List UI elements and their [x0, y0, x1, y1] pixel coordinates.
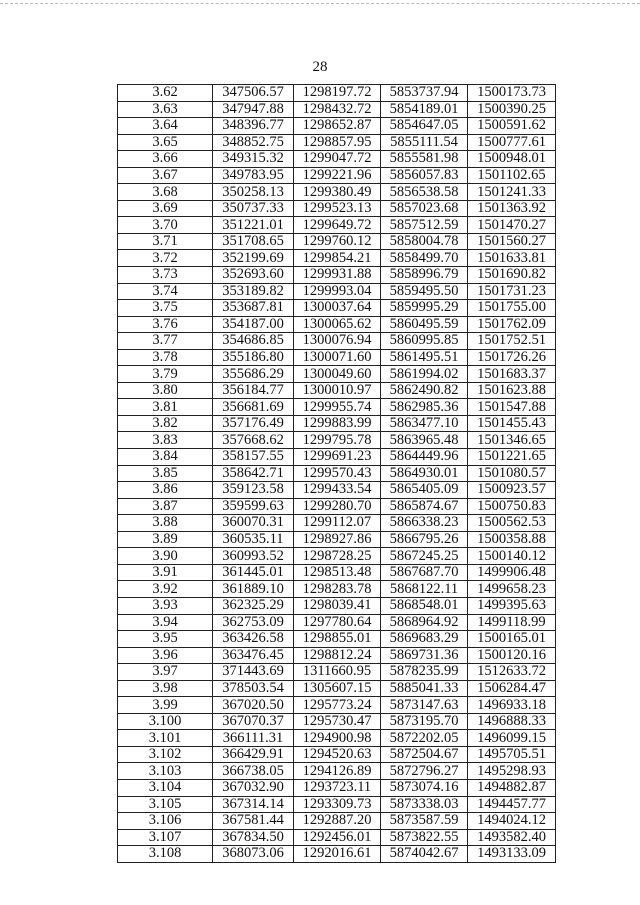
x2-coord-cell: 5857512.59 [381, 217, 468, 234]
point-id-cell: 3.84 [118, 449, 213, 466]
y2-coord-cell: 1501633.81 [468, 250, 556, 267]
point-id-cell: 3.76 [118, 316, 213, 333]
x2-coord-cell: 5867687.70 [381, 564, 468, 581]
y-coord-cell: 1299047.72 [294, 151, 381, 168]
point-id-cell: 3.94 [118, 614, 213, 631]
y-coord-cell: 1300049.60 [294, 366, 381, 383]
y-coord-cell: 1299795.78 [294, 432, 381, 449]
point-id-cell: 3.79 [118, 366, 213, 383]
y-coord-cell: 1299883.99 [294, 415, 381, 432]
x-coord-cell: 356681.69 [213, 399, 294, 416]
page-number: 28 [312, 59, 328, 75]
x-coord-cell: 359123.58 [213, 482, 294, 499]
x-coord-cell: 357668.62 [213, 432, 294, 449]
x2-coord-cell: 5872504.67 [381, 746, 468, 763]
x2-coord-cell: 5858499.70 [381, 250, 468, 267]
y2-coord-cell: 1501241.33 [468, 184, 556, 201]
table-row [118, 498, 556, 515]
y-coord-cell: 1294126.89 [294, 763, 381, 780]
y2-coord-cell: 1501102.65 [468, 167, 556, 184]
y-coord-cell: 1299280.70 [294, 498, 381, 515]
y-coord-cell: 1305607.15 [294, 680, 381, 697]
x2-coord-cell: 5858004.78 [381, 233, 468, 250]
y-coord-cell: 1292887.20 [294, 813, 381, 830]
table-row [118, 118, 556, 135]
point-id-cell: 3.69 [118, 200, 213, 217]
x2-coord-cell: 5853737.94 [381, 85, 468, 102]
x-coord-cell: 367032.90 [213, 779, 294, 796]
x-coord-cell: 378503.54 [213, 680, 294, 697]
point-id-cell: 3.89 [118, 531, 213, 548]
coordinates-table [117, 84, 556, 863]
table-row [118, 515, 556, 532]
y2-coord-cell: 1501755.00 [468, 300, 556, 317]
x2-coord-cell: 5865874.67 [381, 498, 468, 515]
x2-coord-cell: 5858996.79 [381, 267, 468, 284]
point-id-cell: 3.105 [118, 796, 213, 813]
y-coord-cell: 1299112.07 [294, 515, 381, 532]
table-row [118, 250, 556, 267]
point-id-cell: 3.82 [118, 415, 213, 432]
x2-coord-cell: 5873587.59 [381, 813, 468, 830]
y2-coord-cell: 1501080.57 [468, 465, 556, 482]
x-coord-cell: 354686.85 [213, 333, 294, 350]
y2-coord-cell: 1501470.27 [468, 217, 556, 234]
y-coord-cell: 1299433.54 [294, 482, 381, 499]
x2-coord-cell: 5855111.54 [381, 134, 468, 151]
y2-coord-cell: 1493582.40 [468, 829, 556, 846]
y2-coord-cell: 1495298.93 [468, 763, 556, 780]
y-coord-cell: 1300071.60 [294, 349, 381, 366]
table-row [118, 581, 556, 598]
point-id-cell: 3.63 [118, 101, 213, 118]
y2-coord-cell: 1501752.51 [468, 333, 556, 350]
y2-coord-cell: 1500750.83 [468, 498, 556, 515]
x2-coord-cell: 5872202.05 [381, 730, 468, 747]
y2-coord-cell: 1499395.63 [468, 597, 556, 614]
table-row [118, 763, 556, 780]
y-coord-cell: 1293309.73 [294, 796, 381, 813]
point-id-cell: 3.86 [118, 482, 213, 499]
y2-coord-cell: 1496099.15 [468, 730, 556, 747]
x2-coord-cell: 5874042.67 [381, 846, 468, 863]
point-id-cell: 3.85 [118, 465, 213, 482]
y2-coord-cell: 1494882.87 [468, 779, 556, 796]
point-id-cell: 3.77 [118, 333, 213, 350]
y2-coord-cell: 1501455.43 [468, 415, 556, 432]
table-row [118, 333, 556, 350]
x2-coord-cell: 5863965.48 [381, 432, 468, 449]
point-id-cell: 3.71 [118, 233, 213, 250]
y-coord-cell: 1297780.64 [294, 614, 381, 631]
table-row [118, 631, 556, 648]
x2-coord-cell: 5868548.01 [381, 597, 468, 614]
x-coord-cell: 347506.57 [213, 85, 294, 102]
x2-coord-cell: 5861994.02 [381, 366, 468, 383]
x-coord-cell: 367314.14 [213, 796, 294, 813]
y2-coord-cell: 1496888.33 [468, 713, 556, 730]
y2-coord-cell: 1501690.82 [468, 267, 556, 284]
x2-coord-cell: 5861495.51 [381, 349, 468, 366]
y-coord-cell: 1293723.11 [294, 779, 381, 796]
x-coord-cell: 349315.32 [213, 151, 294, 168]
x-coord-cell: 360070.31 [213, 515, 294, 532]
x-coord-cell: 367020.50 [213, 697, 294, 714]
table-row [118, 101, 556, 118]
x2-coord-cell: 5867245.25 [381, 548, 468, 565]
y-coord-cell: 1298855.01 [294, 631, 381, 648]
x2-coord-cell: 5866795.26 [381, 531, 468, 548]
x2-coord-cell: 5872796.27 [381, 763, 468, 780]
x-coord-cell: 366738.05 [213, 763, 294, 780]
x-coord-cell: 363426.58 [213, 631, 294, 648]
table-row [118, 151, 556, 168]
x-coord-cell: 360535.11 [213, 531, 294, 548]
x2-coord-cell: 5863477.10 [381, 415, 468, 432]
table-row [118, 647, 556, 664]
y-coord-cell: 1299380.49 [294, 184, 381, 201]
x-coord-cell: 368073.06 [213, 846, 294, 863]
x2-coord-cell: 5856057.83 [381, 167, 468, 184]
x2-coord-cell: 5873074.16 [381, 779, 468, 796]
table-row [118, 713, 556, 730]
y-coord-cell: 1299523.13 [294, 200, 381, 217]
x-coord-cell: 363476.45 [213, 647, 294, 664]
x2-coord-cell: 5885041.33 [381, 680, 468, 697]
table-row [118, 597, 556, 614]
table-row [118, 399, 556, 416]
point-id-cell: 3.75 [118, 300, 213, 317]
y2-coord-cell: 1501623.88 [468, 382, 556, 399]
y-coord-cell: 1300037.64 [294, 300, 381, 317]
y-coord-cell: 1298812.24 [294, 647, 381, 664]
x2-coord-cell: 5873822.55 [381, 829, 468, 846]
x-coord-cell: 351221.01 [213, 217, 294, 234]
y2-coord-cell: 1501560.27 [468, 233, 556, 250]
table-row [118, 813, 556, 830]
y2-coord-cell: 1501346.65 [468, 432, 556, 449]
x2-coord-cell: 5866338.23 [381, 515, 468, 532]
y-coord-cell: 1299760.12 [294, 233, 381, 250]
y2-coord-cell: 1500777.61 [468, 134, 556, 151]
table-row [118, 134, 556, 151]
point-id-cell: 3.108 [118, 846, 213, 863]
x2-coord-cell: 5873338.03 [381, 796, 468, 813]
table-row [118, 85, 556, 102]
x-coord-cell: 366429.91 [213, 746, 294, 763]
x2-coord-cell: 5854647.05 [381, 118, 468, 135]
table-row [118, 796, 556, 813]
point-id-cell: 3.92 [118, 581, 213, 598]
y-coord-cell: 1295773.24 [294, 697, 381, 714]
table-row [118, 300, 556, 317]
x-coord-cell: 350258.13 [213, 184, 294, 201]
y2-coord-cell: 1501731.23 [468, 283, 556, 300]
y2-coord-cell: 1499906.48 [468, 564, 556, 581]
point-id-cell: 3.73 [118, 267, 213, 284]
point-id-cell: 3.67 [118, 167, 213, 184]
y-coord-cell: 1294900.98 [294, 730, 381, 747]
x2-coord-cell: 5855581.98 [381, 151, 468, 168]
point-id-cell: 3.66 [118, 151, 213, 168]
y2-coord-cell: 1501726.26 [468, 349, 556, 366]
x2-coord-cell: 5864930.01 [381, 465, 468, 482]
table-row [118, 746, 556, 763]
point-id-cell: 3.102 [118, 746, 213, 763]
y-coord-cell: 1299955.74 [294, 399, 381, 416]
x2-coord-cell: 5868964.92 [381, 614, 468, 631]
point-id-cell: 3.88 [118, 515, 213, 532]
point-id-cell: 3.70 [118, 217, 213, 234]
point-id-cell: 3.72 [118, 250, 213, 267]
table-row [118, 283, 556, 300]
x-coord-cell: 367834.50 [213, 829, 294, 846]
y-coord-cell: 1298197.72 [294, 85, 381, 102]
point-id-cell: 3.93 [118, 597, 213, 614]
table-body [118, 85, 556, 863]
y2-coord-cell: 1500948.01 [468, 151, 556, 168]
table-row [118, 531, 556, 548]
point-id-cell: 3.81 [118, 399, 213, 416]
point-id-cell: 3.90 [118, 548, 213, 565]
x2-coord-cell: 5873147.63 [381, 697, 468, 714]
y2-coord-cell: 1494024.12 [468, 813, 556, 830]
x-coord-cell: 352693.60 [213, 267, 294, 284]
y-coord-cell: 1298927.86 [294, 531, 381, 548]
point-id-cell: 3.68 [118, 184, 213, 201]
y2-coord-cell: 1500923.57 [468, 482, 556, 499]
point-id-cell: 3.98 [118, 680, 213, 697]
x-coord-cell: 357176.49 [213, 415, 294, 432]
x-coord-cell: 360993.52 [213, 548, 294, 565]
x-coord-cell: 361889.10 [213, 581, 294, 598]
x2-coord-cell: 5859995.29 [381, 300, 468, 317]
x2-coord-cell: 5856538.58 [381, 184, 468, 201]
point-id-cell: 3.104 [118, 779, 213, 796]
x2-coord-cell: 5859495.50 [381, 283, 468, 300]
y2-coord-cell: 1496933.18 [468, 697, 556, 714]
x2-coord-cell: 5869683.29 [381, 631, 468, 648]
point-id-cell: 3.64 [118, 118, 213, 135]
y-coord-cell: 1298652.87 [294, 118, 381, 135]
y2-coord-cell: 1500165.01 [468, 631, 556, 648]
table-row [118, 548, 556, 565]
y-coord-cell: 1292016.61 [294, 846, 381, 863]
y2-coord-cell: 1495705.51 [468, 746, 556, 763]
x2-coord-cell: 5857023.68 [381, 200, 468, 217]
y2-coord-cell: 1500591.62 [468, 118, 556, 135]
x-coord-cell: 362753.09 [213, 614, 294, 631]
y-coord-cell: 1294520.63 [294, 746, 381, 763]
x-coord-cell: 347947.88 [213, 101, 294, 118]
x-coord-cell: 352199.69 [213, 250, 294, 267]
x-coord-cell: 362325.29 [213, 597, 294, 614]
y2-coord-cell: 1494457.77 [468, 796, 556, 813]
point-id-cell: 3.87 [118, 498, 213, 515]
x2-coord-cell: 5873195.70 [381, 713, 468, 730]
table-row [118, 465, 556, 482]
table-row [118, 316, 556, 333]
x-coord-cell: 358157.55 [213, 449, 294, 466]
y2-coord-cell: 1501683.37 [468, 366, 556, 383]
x2-coord-cell: 5862985.36 [381, 399, 468, 416]
point-id-cell: 3.96 [118, 647, 213, 664]
point-id-cell: 3.95 [118, 631, 213, 648]
point-id-cell: 3.99 [118, 697, 213, 714]
y2-coord-cell: 1506284.47 [468, 680, 556, 697]
table-row [118, 680, 556, 697]
y-coord-cell: 1298039.41 [294, 597, 381, 614]
point-id-cell: 3.107 [118, 829, 213, 846]
x-coord-cell: 353189.82 [213, 283, 294, 300]
table-row [118, 267, 556, 284]
table-row [118, 564, 556, 581]
y-coord-cell: 1300010.97 [294, 382, 381, 399]
table-row [118, 415, 556, 432]
point-id-cell: 3.80 [118, 382, 213, 399]
x-coord-cell: 367070.37 [213, 713, 294, 730]
x-coord-cell: 366111.31 [213, 730, 294, 747]
page-top-edge [0, 3, 640, 4]
y2-coord-cell: 1500120.16 [468, 647, 556, 664]
table-row [118, 382, 556, 399]
table-row [118, 829, 556, 846]
table-row [118, 730, 556, 747]
x2-coord-cell: 5865405.09 [381, 482, 468, 499]
point-id-cell: 3.100 [118, 713, 213, 730]
y-coord-cell: 1311660.95 [294, 664, 381, 681]
x-coord-cell: 367581.44 [213, 813, 294, 830]
table-row [118, 200, 556, 217]
table-row [118, 614, 556, 631]
y2-coord-cell: 1493133.09 [468, 846, 556, 863]
x-coord-cell: 348396.77 [213, 118, 294, 135]
y2-coord-cell: 1500390.25 [468, 101, 556, 118]
y-coord-cell: 1298432.72 [294, 101, 381, 118]
table-row [118, 697, 556, 714]
point-id-cell: 3.74 [118, 283, 213, 300]
x-coord-cell: 359599.63 [213, 498, 294, 515]
y-coord-cell: 1292456.01 [294, 829, 381, 846]
point-id-cell: 3.106 [118, 813, 213, 830]
x-coord-cell: 358642.71 [213, 465, 294, 482]
y-coord-cell: 1298513.48 [294, 564, 381, 581]
x2-coord-cell: 5862490.82 [381, 382, 468, 399]
x-coord-cell: 350737.33 [213, 200, 294, 217]
x-coord-cell: 348852.75 [213, 134, 294, 151]
y2-coord-cell: 1501363.92 [468, 200, 556, 217]
y2-coord-cell: 1500173.73 [468, 85, 556, 102]
table-row [118, 184, 556, 201]
y2-coord-cell: 1501762.09 [468, 316, 556, 333]
x2-coord-cell: 5864449.96 [381, 449, 468, 466]
x-coord-cell: 353687.81 [213, 300, 294, 317]
table-row [118, 432, 556, 449]
y2-coord-cell: 1512633.72 [468, 664, 556, 681]
y2-coord-cell: 1499658.23 [468, 581, 556, 598]
y2-coord-cell: 1500358.88 [468, 531, 556, 548]
x-coord-cell: 361445.01 [213, 564, 294, 581]
y-coord-cell: 1295730.47 [294, 713, 381, 730]
y-coord-cell: 1299931.88 [294, 267, 381, 284]
x2-coord-cell: 5854189.01 [381, 101, 468, 118]
table-row [118, 449, 556, 466]
y-coord-cell: 1299854.21 [294, 250, 381, 267]
table-row [118, 779, 556, 796]
table-row [118, 366, 556, 383]
x-coord-cell: 371443.69 [213, 664, 294, 681]
point-id-cell: 3.97 [118, 664, 213, 681]
table-row [118, 349, 556, 366]
point-id-cell: 3.78 [118, 349, 213, 366]
x2-coord-cell: 5869731.36 [381, 647, 468, 664]
y2-coord-cell: 1500140.12 [468, 548, 556, 565]
y2-coord-cell: 1499118.99 [468, 614, 556, 631]
point-id-cell: 3.103 [118, 763, 213, 780]
y-coord-cell: 1298728.25 [294, 548, 381, 565]
x2-coord-cell: 5860495.59 [381, 316, 468, 333]
y-coord-cell: 1299993.04 [294, 283, 381, 300]
y-coord-cell: 1299221.96 [294, 167, 381, 184]
x2-coord-cell: 5860995.85 [381, 333, 468, 350]
point-id-cell: 3.101 [118, 730, 213, 747]
y-coord-cell: 1300065.62 [294, 316, 381, 333]
point-id-cell: 3.83 [118, 432, 213, 449]
x2-coord-cell: 5878235.99 [381, 664, 468, 681]
y-coord-cell: 1299649.72 [294, 217, 381, 234]
table-row [118, 482, 556, 499]
y2-coord-cell: 1501547.88 [468, 399, 556, 416]
y-coord-cell: 1299570.43 [294, 465, 381, 482]
point-id-cell: 3.62 [118, 85, 213, 102]
y2-coord-cell: 1501221.65 [468, 449, 556, 466]
x-coord-cell: 349783.95 [213, 167, 294, 184]
x-coord-cell: 355186.80 [213, 349, 294, 366]
table-row [118, 233, 556, 250]
y-coord-cell: 1299691.23 [294, 449, 381, 466]
y2-coord-cell: 1500562.53 [468, 515, 556, 532]
point-id-cell: 3.65 [118, 134, 213, 151]
y-coord-cell: 1298283.78 [294, 581, 381, 598]
x-coord-cell: 356184.77 [213, 382, 294, 399]
table-row [118, 846, 556, 863]
point-id-cell: 3.91 [118, 564, 213, 581]
table-row [118, 167, 556, 184]
y-coord-cell: 1300076.94 [294, 333, 381, 350]
table-row [118, 217, 556, 234]
table-row [118, 664, 556, 681]
x-coord-cell: 355686.29 [213, 366, 294, 383]
x-coord-cell: 351708.65 [213, 233, 294, 250]
y-coord-cell: 1298857.95 [294, 134, 381, 151]
x2-coord-cell: 5868122.11 [381, 581, 468, 598]
x-coord-cell: 354187.00 [213, 316, 294, 333]
